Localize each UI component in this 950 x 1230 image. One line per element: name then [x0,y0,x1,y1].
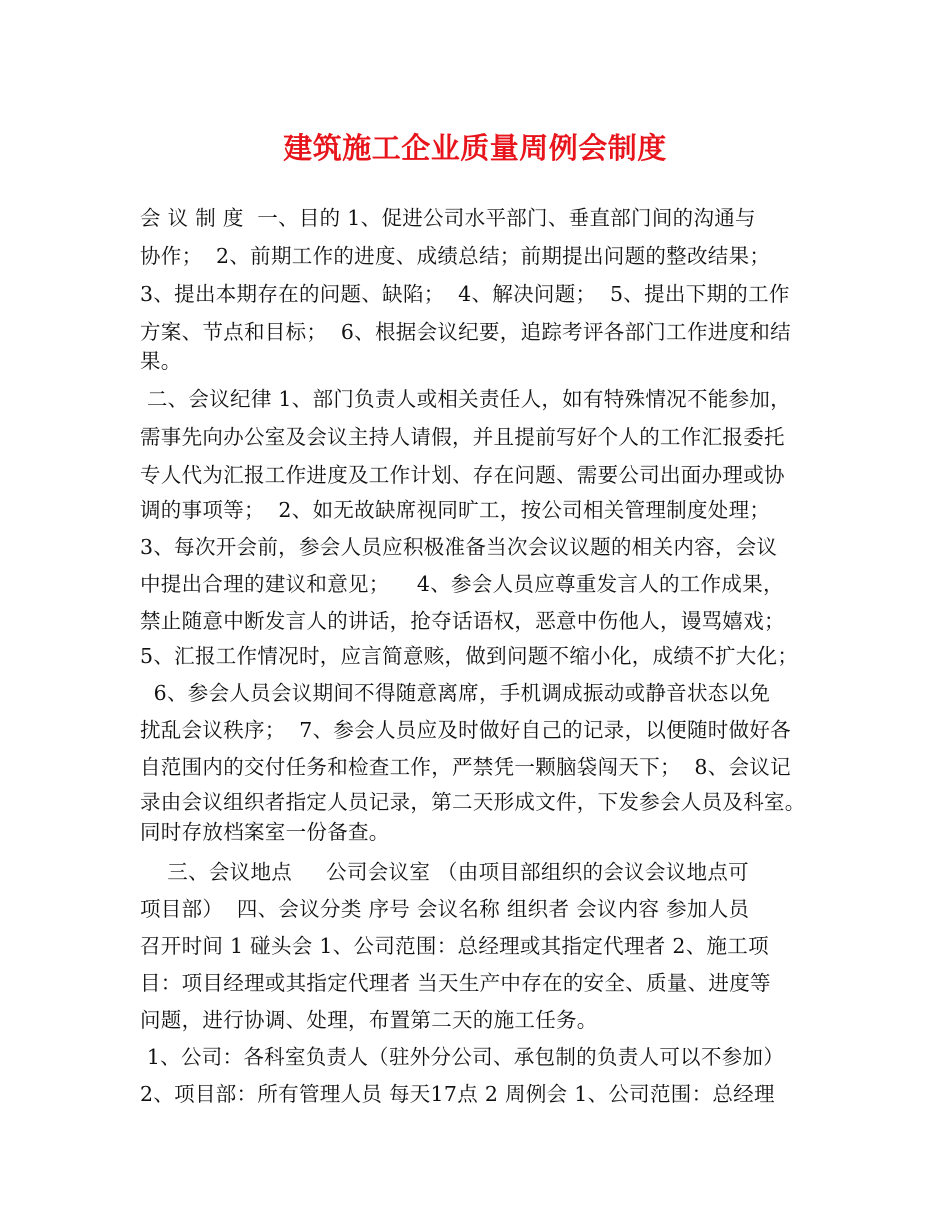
body-line: 3、每次开会前，参会人员应积极准备当次会议议题的相关内容，会议 [140,535,778,559]
body-line: 禁止随意中断发言人的讲话，抢夺话语权，恶意中伤他人，谩骂嬉戏； [140,609,785,633]
body-line: 协作； 2、前期工作的进度、成绩总结；前期提出问题的整改结果； [140,244,771,268]
body-line: 同时存放档案室一份备查。 [140,820,390,844]
body-line: 2、项目部：所有管理人员 每天17点 2 周例会 1、公司范围：总经理 [140,1082,775,1106]
document-title: 建筑施工企业质量周例会制度 [283,131,667,165]
body-line: 5、汇报工作情况时，应言简意赅，做到问题不缩小化，成绩不扩大化； [140,644,799,668]
body-line: 录由会议组织者指定人员记录，第二天形成文件，下发参会人员及科室。 [140,790,806,814]
body-line: 二、会议纪律 1、部门负责人或相关责任人，如有特殊情况不能参加， [140,387,791,411]
body-line: 方案、节点和目标； 6、根据会议纪要，追踪考评各部门工作进度和结 [140,320,791,344]
body-line: 3、提出本期存在的问题、缺陷； 4、解决问题； 5、提出下期的工作 [140,282,790,306]
body-line: 三、会议地点 公司会议室 （由项目部组织的会议会议地点可 [140,860,749,884]
body-line: 1、公司：各科室负责人（驻外分公司、承包制的负责人可以不参加） [140,1045,785,1069]
body-line: 扰乱会议秩序； 7、参会人员应及时做好自己的记录，以便随时做好各 [140,718,791,742]
body-line: 召开时间 1 碰头会 1、公司范围：总经理或其指定代理者 2、施工项 [140,934,769,958]
body-line: 需事先向办公室及会议主持人请假，并且提前写好个人的工作汇报委托 [140,425,785,449]
body-line: 自范围内的交付任务和检查工作，严禁凭一颗脑袋闯天下； 8、会议记 [140,755,791,779]
body-line: 中提出合理的建议和意见； 4、参会人员应尊重发言人的工作成果， [140,572,784,596]
body-line: 专人代为汇报工作进度及工作计划、存在问题、需要公司出面办理或协 [140,463,785,487]
body-line: 会 议 制 度 一、目的 1、促进公司水平部门、垂直部门间的沟通与 [140,206,756,230]
body-line: 问题，进行协调、处理，布置第二天的施工任务。 [140,1008,598,1032]
body-line: 项目部） 四、会议分类 序号 会议名称 组织者 会议内容 参加人员 [140,897,750,921]
body-line: 调的事项等； 2、如无故缺席视同旷工，按公司相关管理制度处理； [140,498,771,522]
body-line: 6、参会人员会议期间不得随意离席，手机调成振动或静音状态以免 [140,681,771,705]
body-line: 果。 [140,349,182,373]
body-line: 目：项目经理或其指定代理者 当天生产中存在的安全、质量、进度等 [140,971,771,995]
